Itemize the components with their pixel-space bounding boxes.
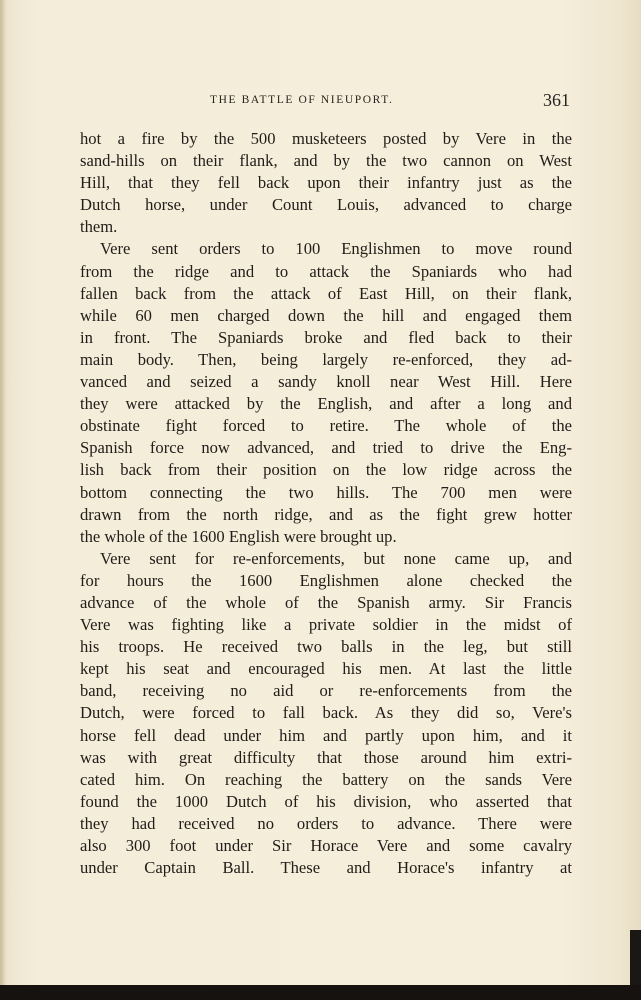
text-line: Vere sent for re-enforcements, but none came up, and [100,548,572,568]
text-line: hot a fire by the 500 musketeers posted by Vere in the [80,129,572,148]
text-line: for hours the 1600 Englishmen alone checked the [80,570,572,590]
text-line: main body. Then, being largely re-enforced, they ad- [80,349,572,369]
text-line: fallen back from the attack of East Hill, on their flank, [80,283,572,303]
text-line: bottom connecting the two hills. The 700 men were [80,482,572,502]
text-line: vanced and seized a sandy knoll near West Hill. Here [80,372,572,392]
text-line: them. [80,217,118,237]
scan-bottom-edge [0,985,641,1000]
text-line: the whole of the 1600 English were brought up. [80,526,397,546]
text-line: Vere was fighting like a private soldier in the midst of [80,615,572,635]
text-line: his troops. He received two balls in the leg, but still [80,637,572,657]
text-line: obstinate fight forced to retire. The whole of the [80,416,572,436]
text-line: under Captain Ball. These and Horace's infantry at [80,858,572,878]
text-line: in front. The Spaniards broke and fled back to their [80,327,572,347]
text-line: Hill, that they fell back upon their infantry just as the [80,173,572,193]
body-text [80,128,572,879]
text-line: kept his seat and encouraged his men. At last the little [80,659,572,679]
text-line: band, receiving no aid or re-enforcements from the [80,681,572,701]
page-header [80,92,572,114]
running-head: THE BATTLE OF NIEUPORT. [210,94,394,106]
text-line: advance of the whole of the Spanish army. Sir Francis [80,592,572,612]
text-line: they were attacked by the English, and after a long and [80,394,572,414]
page-number: 361 [543,90,570,110]
text-line: cated him. On reaching the battery on the sands Vere [80,769,572,789]
text-line: Dutch horse, under Count Louis, advanced to charge [80,195,572,215]
text-line: Vere sent orders to 100 Englishmen to move round [100,239,572,259]
text-line: also 300 foot under Sir Horace Vere and some cavalry [80,836,572,855]
text-line: while 60 men charged down the hill and engaged them [80,305,572,325]
text-line: drawn from the north ridge, and as the fight grew hotter [80,504,572,524]
page-gutter-shadow [0,0,6,1000]
text-line: from the ridge and to attack the Spaniards who had [80,261,572,281]
text-line: found the 1000 Dutch of his division, who asserted that [80,791,572,811]
text-line: lish back from their position on the low ridge across the [80,460,572,480]
text-line: Spanish force now advanced, and tried to drive the Eng- [80,438,572,458]
text-line: Dutch, were forced to fall back. As they did so, Vere's [80,703,572,723]
text-line: sand-hills on their flank, and by the two cannon on West [80,151,572,171]
text-line: they had received no orders to advance. There were [80,813,572,833]
text-line: horse fell dead under him and partly upon him, and it [80,725,572,745]
text-line: was with great difficulty that those around him extri- [80,747,572,767]
